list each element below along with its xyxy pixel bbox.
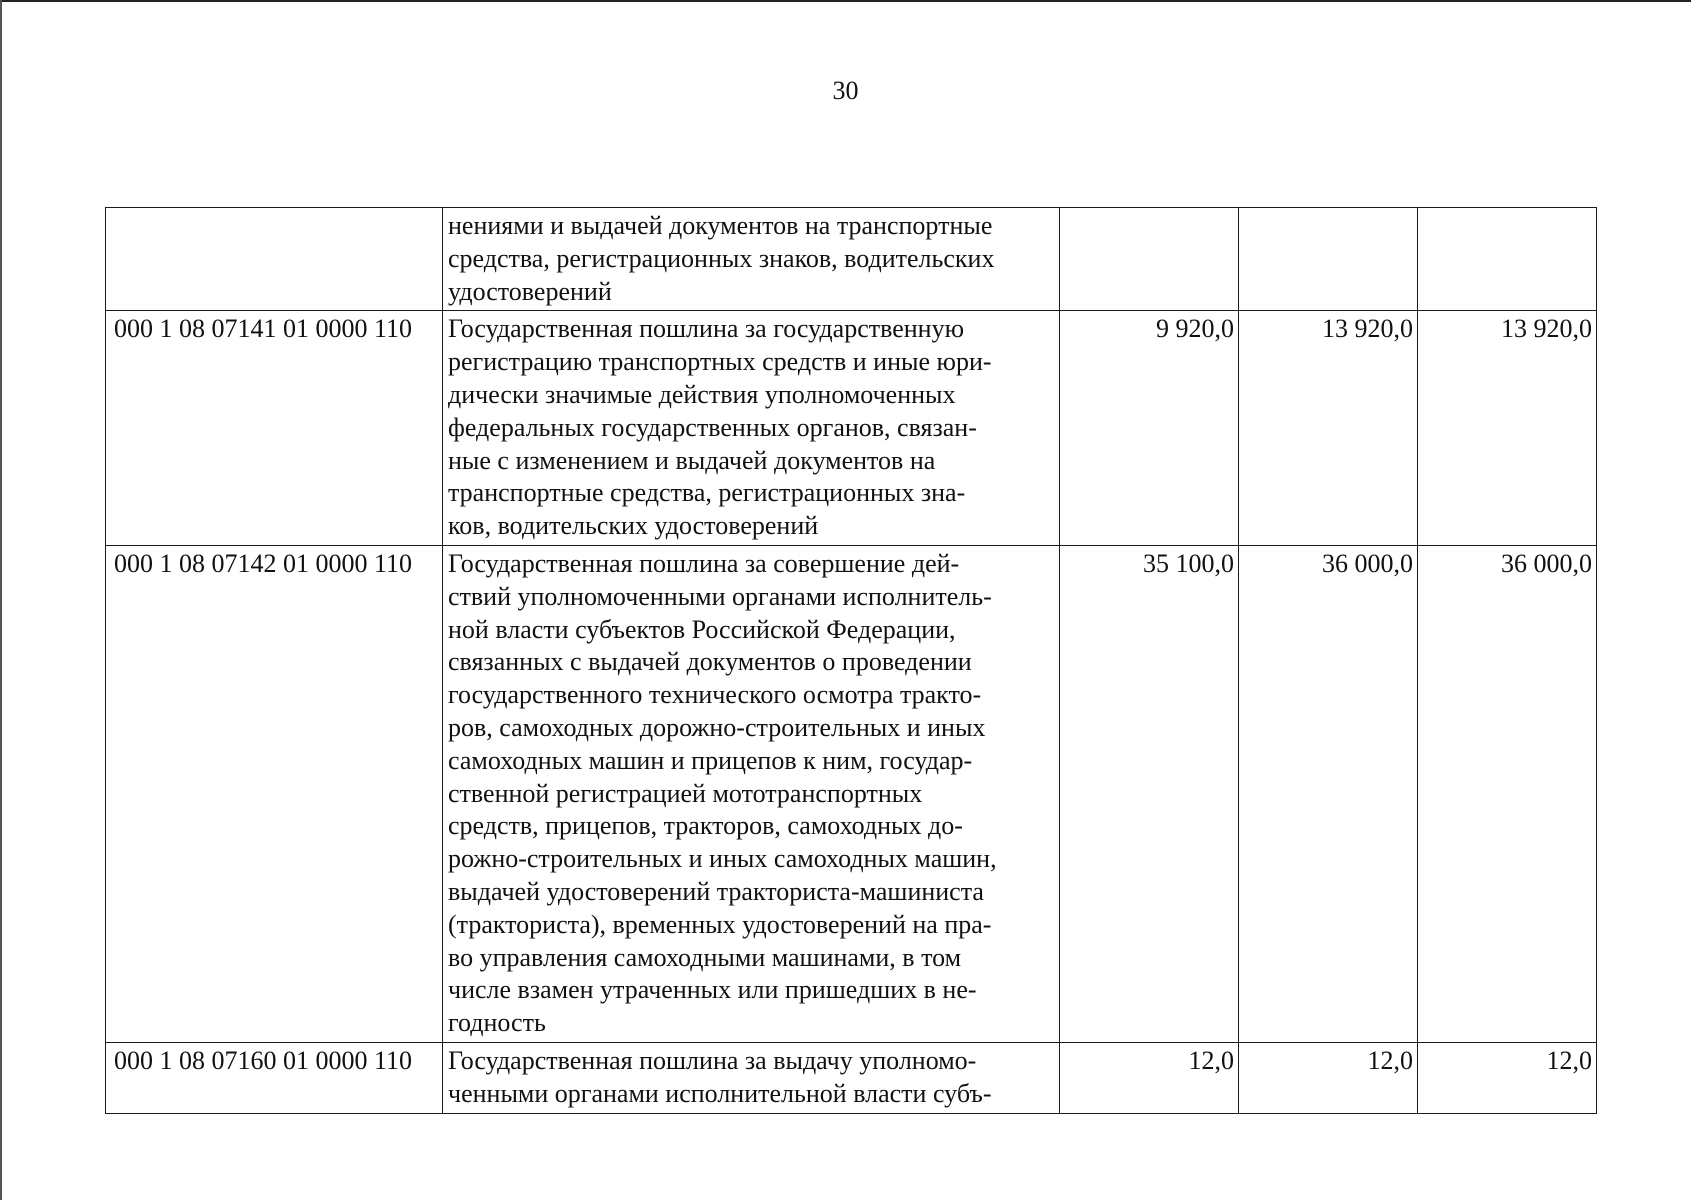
description-line: связанных с выдачей документов о проведении	[448, 647, 972, 677]
value-cell: 9 920,0	[1060, 311, 1239, 546]
value-cell: 13 920,0	[1418, 311, 1597, 546]
scan-edge-top	[0, 0, 1691, 2]
description-line: (тракториста), временных удостоверений на пра-	[448, 909, 992, 939]
row-description	[443, 545, 1060, 1042]
description-line: дически значимые действия уполномоченных	[448, 379, 956, 409]
row-code: 000 1 08 07141 01 0000 110	[106, 311, 443, 546]
description-line: ной власти субъектов Российской Федерации,	[448, 614, 956, 644]
table-row	[106, 545, 1597, 1042]
description-line: средств, прицепов, тракторов, самоходных до-	[448, 811, 963, 841]
value-cell: 35 100,0	[1060, 545, 1239, 1042]
row-code	[106, 208, 443, 311]
description-line: регистрацию транспортных средств и иные юри-	[448, 347, 992, 377]
table-row	[106, 311, 1597, 546]
row-description	[443, 1042, 1060, 1113]
description-line: нениями и выдачей документов на транспортные	[448, 211, 993, 240]
description-line: во управления самоходными машинами, в том	[448, 942, 962, 972]
value-cell: 13 920,0	[1239, 311, 1418, 546]
description-line: государственного технического осмотра тракто-	[448, 680, 982, 710]
description-line: ков, водительских удостоверений	[448, 511, 819, 541]
description-line: самоходных машин и прицепов к ним, государ-	[448, 745, 973, 775]
description-line: транспортные средства, регистрационных зна-	[448, 478, 966, 508]
value-cell: 12,0	[1060, 1042, 1239, 1113]
value-cell: 12,0	[1239, 1042, 1418, 1113]
row-code: 000 1 08 07160 01 0000 110	[106, 1042, 443, 1113]
description-line: ственной регистрацией мототранспортных	[448, 778, 923, 808]
value-cell: 36 000,0	[1418, 545, 1597, 1042]
row-description	[443, 311, 1060, 546]
scan-edge-left	[0, 0, 2, 1200]
description-line: федеральных государственных органов, связан-	[448, 412, 977, 442]
description-line: ченными органами исполнительной власти субъ-	[448, 1078, 992, 1108]
description-line: средства, регистрационных знаков, водительских	[448, 243, 995, 273]
description-line: ствий уполномоченными органами исполнитель-	[448, 581, 992, 611]
description-line: выдачей удостоверений тракториста-машиниста	[448, 876, 984, 906]
description-line: числе взамен утраченных или пришедших в не-	[448, 975, 977, 1005]
description-line: Государственная пошлина за государственную	[448, 314, 965, 344]
row-code: 000 1 08 07142 01 0000 110	[106, 545, 443, 1042]
description-line: Государственная пошлина за выдачу уполномо-	[448, 1045, 977, 1075]
page-number: 30	[832, 76, 859, 105]
description-line: Государственная пошлина за совершение дей-	[448, 548, 960, 578]
description-line: удостоверений	[448, 276, 612, 306]
value-cell: 12,0	[1418, 1042, 1597, 1113]
row-description	[443, 208, 1060, 311]
description-line: годность	[448, 1008, 546, 1038]
description-line: ные с изменением и выдачей документов на	[448, 445, 936, 475]
value-cell	[1239, 208, 1418, 311]
value-cell: 36 000,0	[1239, 545, 1418, 1042]
table-row	[106, 1042, 1597, 1113]
value-cell	[1060, 208, 1239, 311]
value-cell	[1418, 208, 1597, 311]
table-row	[106, 208, 1597, 311]
description-line: рожно-строительных и иных самоходных машин,	[448, 844, 997, 874]
description-line: ров, самоходных дорожно-строительных и иных	[448, 712, 986, 742]
revenue-table	[105, 207, 1597, 1114]
